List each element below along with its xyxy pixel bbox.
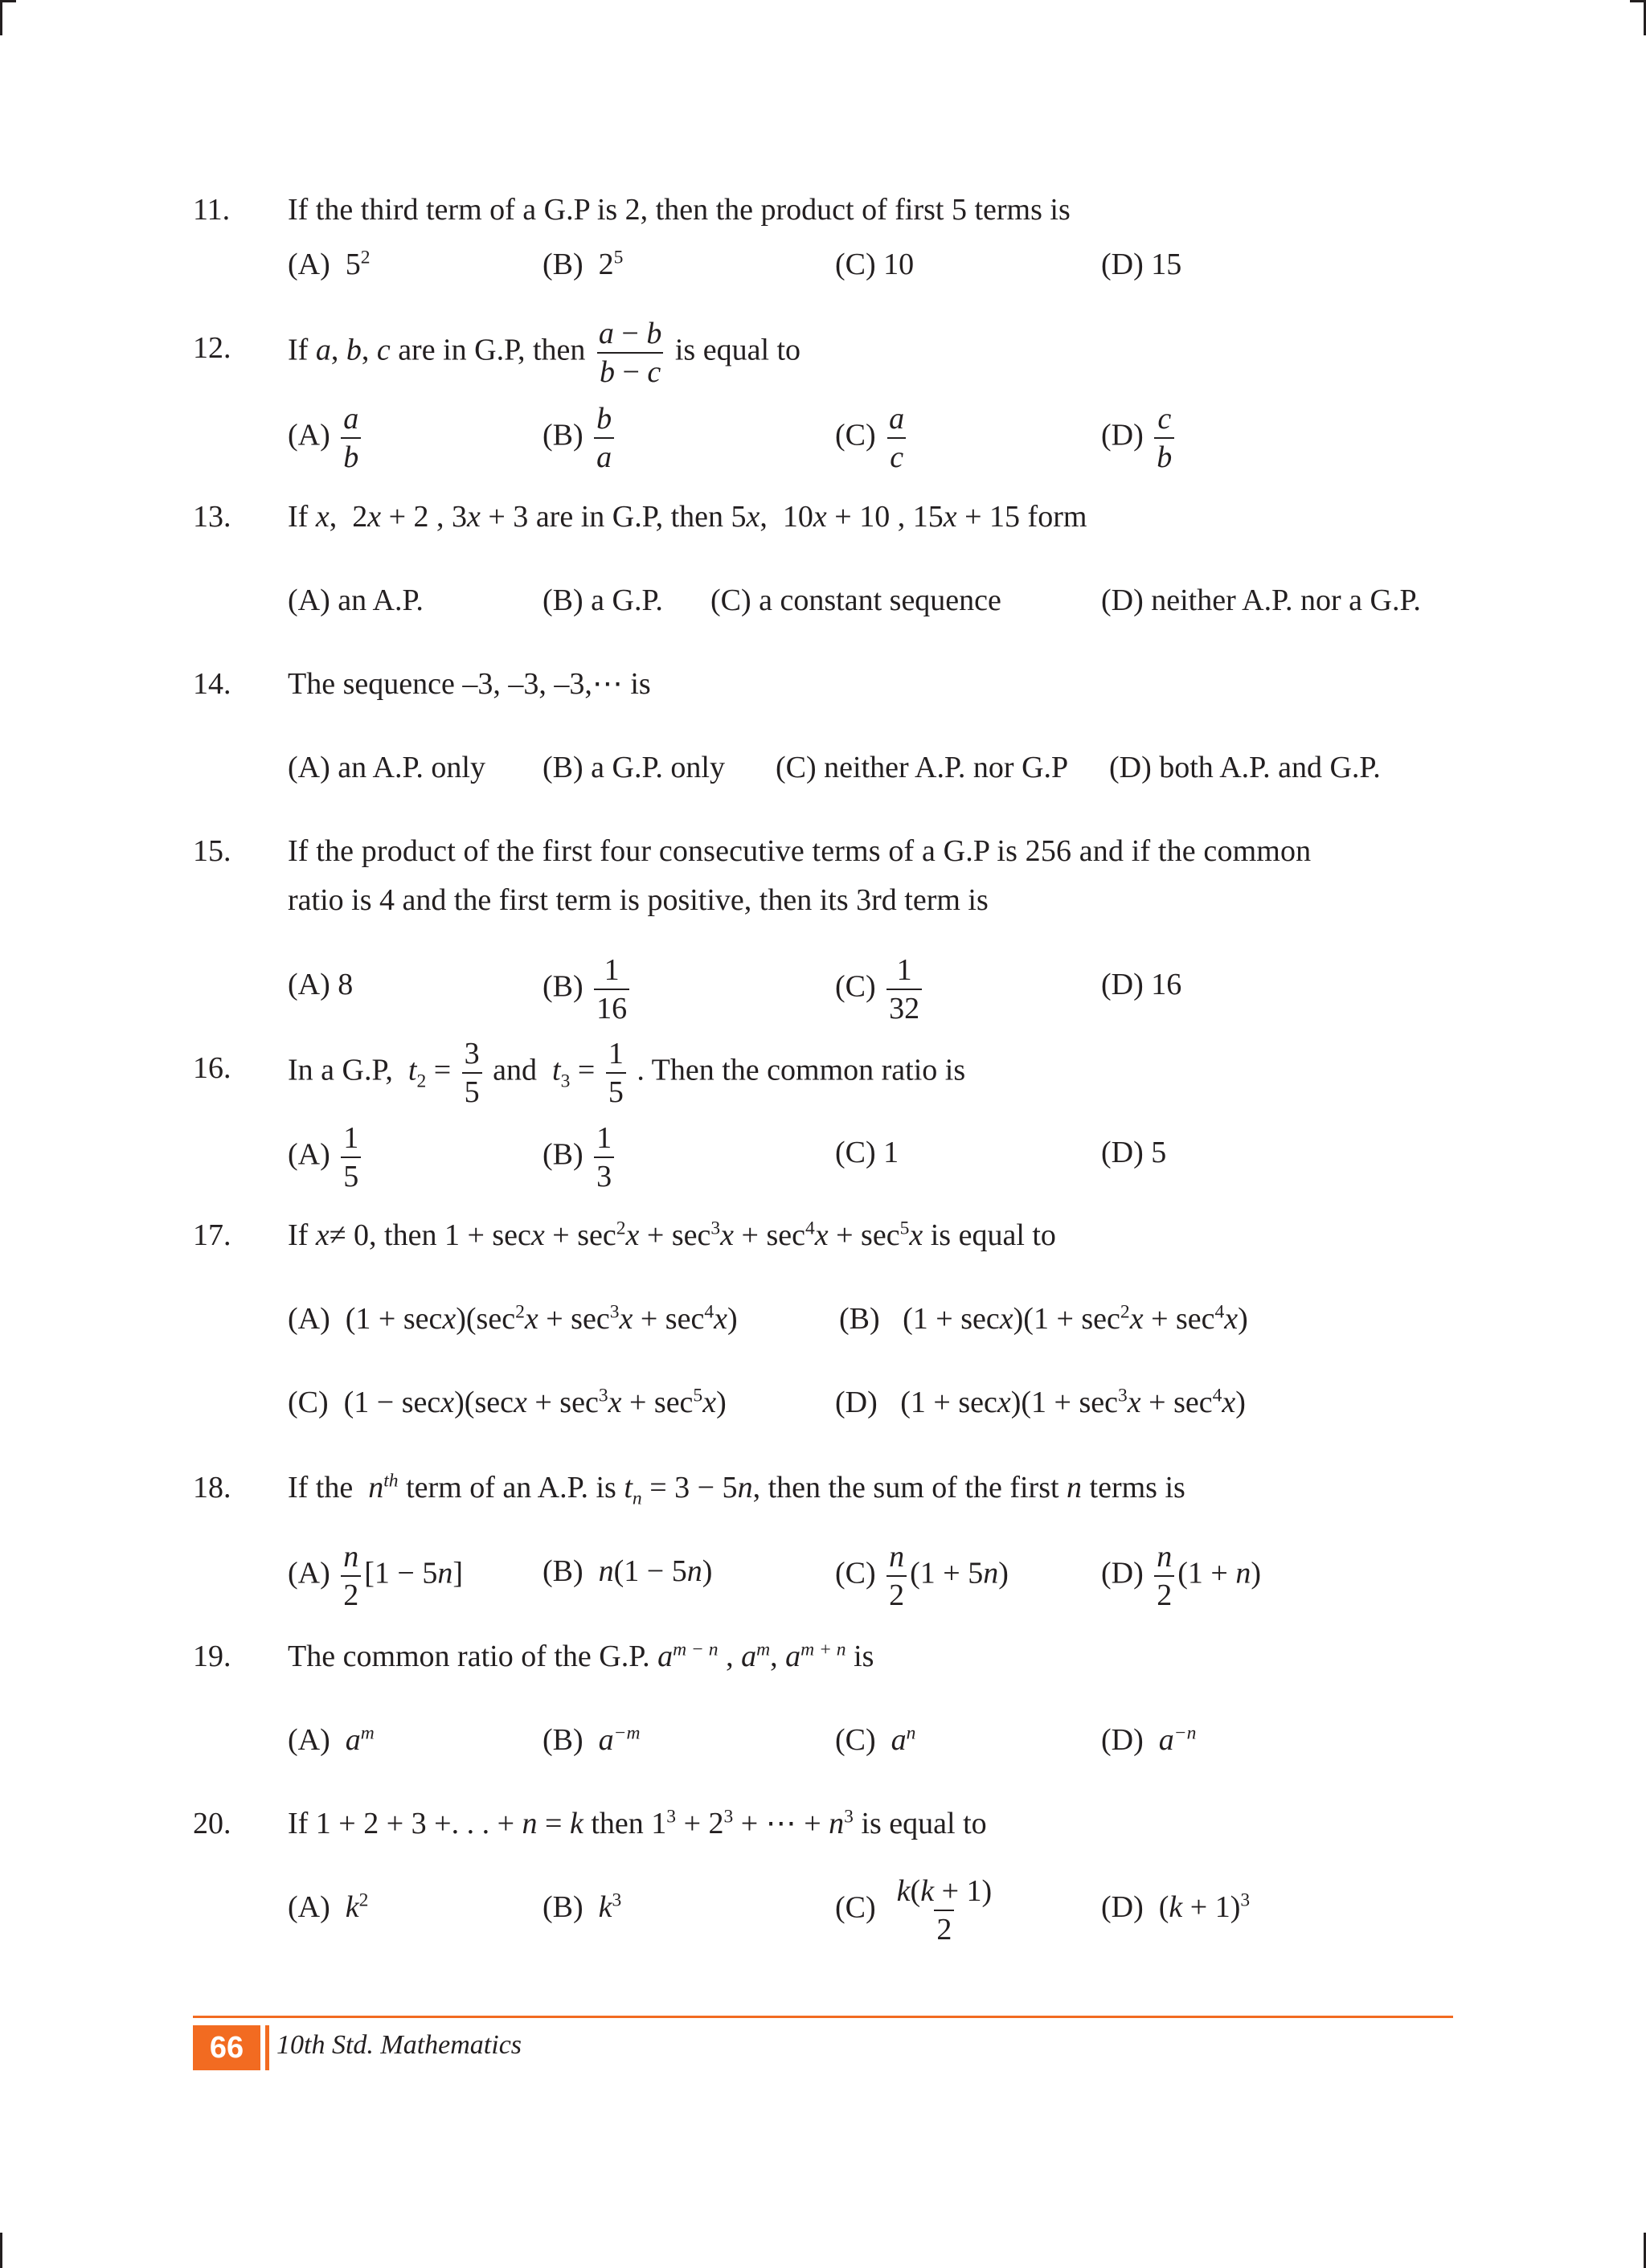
option-a: (A) an A.P. only xyxy=(288,751,485,784)
option-c: (C) a constant sequence xyxy=(710,583,1001,617)
option-d: (D) $\frac{n}{2}$ (1 + n) xyxy=(1101,1540,1262,1612)
option-b: (B) n(1 − 5n) xyxy=(543,1554,713,1588)
footer-accent-bar xyxy=(265,2025,269,2070)
question-stem: If a, b, c are in G.P, then $\frac{a - b}{b - c}$ is equal to xyxy=(288,317,801,389)
option-b: (B) a G.P. xyxy=(543,583,663,617)
option-c: (C) 1 xyxy=(835,1136,899,1169)
question-number: 14. xyxy=(193,667,231,701)
option-b: (B) $k^3$ xyxy=(543,1889,622,1924)
question-stem: If x, 2x + 2 , 3x + 3 are in G.P, then 5x, 10x + 10 , 15x + 15 form xyxy=(288,500,1087,534)
question-stem: If the $n^{th}$ term of an A.P. is $t_n = 3 - 5n$, then the sum of the first n terms is xyxy=(288,1470,1185,1509)
question-number: 18. xyxy=(193,1471,231,1504)
option-b: (B) $a^{-m}$ xyxy=(543,1722,641,1757)
question-stem-line-2: ratio is 4 and the first term is positive, then its 3rd term is xyxy=(288,883,989,917)
question-stem: The common ratio of the G.P. $a^{m - n}$ , $a^m$, $a^{m + n}$ is xyxy=(288,1639,874,1673)
option-d: (D) 5 xyxy=(1101,1136,1167,1169)
crop-mark-top-left xyxy=(0,0,16,2)
option-b: (B) $(1 + \sec x)(1 + \sec^2x + \sec^4x)$ xyxy=(839,1301,1248,1336)
question-number: 20. xyxy=(193,1807,231,1840)
question-stem: If the third term of a G.P is 2, then the product of first 5 terms is xyxy=(288,193,1071,227)
option-c: (C) $\frac{k(k + 1)}{2}$ xyxy=(835,1874,993,1947)
option-d: (D) neither A.P. nor a G.P. xyxy=(1101,583,1421,617)
option-c: (C) $(1 - \sec x)(\sec x + \sec^3x + \sec^5x)$ xyxy=(288,1385,727,1419)
question-number: 11. xyxy=(193,193,231,227)
option-b: (B) $\frac{b}{a}$ xyxy=(543,403,617,473)
option-d: (D) both A.P. and G.P. xyxy=(1109,751,1381,784)
option-a: (A) $\frac{1}{5}$ xyxy=(288,1123,364,1192)
option-a: (A) an A.P. xyxy=(288,583,424,617)
option-a: (A) $\frac{n}{2}$ [1 − 5n] xyxy=(288,1540,464,1612)
question-stem: In a G.P, $t_2$ = $\frac{3}{5}$ and $t_3$ = $\frac{1}{5}$ . Then the common ratio is xyxy=(288,1037,966,1109)
crop-mark-top-right xyxy=(1630,0,1646,2)
option-a: (A) $a^m$ xyxy=(288,1722,375,1757)
question-number: 19. xyxy=(193,1640,231,1673)
option-c: (C) $\frac{a}{c}$ xyxy=(835,402,905,474)
question-number: 17. xyxy=(193,1218,231,1252)
option-d: (D) 16 xyxy=(1101,968,1182,1001)
question-stem: The sequence –3, –3, –3,⋯ is xyxy=(288,667,651,701)
crop-mark-bottom-left xyxy=(0,2233,2,2268)
question-number: 16. xyxy=(193,1051,231,1085)
option-a: (A) $(1 + \sec x)(\sec^2x + \sec^3x + \sec^4x)$ xyxy=(288,1301,738,1336)
option-a: (A) 8 xyxy=(288,968,354,1001)
option-b: (B) a G.P. only xyxy=(543,751,725,784)
question-number: 13. xyxy=(193,500,231,534)
footer-rule xyxy=(193,2016,1453,2018)
question-number: 15. xyxy=(193,834,231,868)
option-c: (C) neither A.P. nor G.P xyxy=(776,751,1069,784)
option-a: (A) $k^2$ xyxy=(288,1889,369,1924)
option-d: (D) $(1 + \sec x)(1 + \sec^3x + \sec^4x)$ xyxy=(835,1385,1246,1419)
option-c: (C) 10 xyxy=(835,248,915,281)
option-c: (C) $a^n$ xyxy=(835,1722,916,1757)
question-number: 12. xyxy=(193,331,231,365)
option-d: (D) $\frac{c}{b}$ xyxy=(1101,403,1177,473)
option-b: (B) $\frac{1}{16}$ xyxy=(543,955,633,1024)
option-b: (B) $2^5$ xyxy=(543,247,624,281)
question-stem: If 1 + 2 + 3 +. . . + n = k then $1^3 + 2^3$ + ⋯ + $n^3$ is equal to xyxy=(288,1806,987,1840)
book-title: 10th Std. Mathematics xyxy=(276,2030,522,2060)
option-a: (A) $5^2$ xyxy=(288,247,371,281)
question-stem-line-1: If the product of the first four consecutive terms of a G.P is 256 and if the common xyxy=(288,834,1312,868)
option-d: (D) $a^{-n}$ xyxy=(1101,1722,1197,1757)
page-number: 66 xyxy=(193,2025,260,2070)
crop-mark-top-left xyxy=(0,0,2,35)
option-d: (D) $(k + 1)^3$ xyxy=(1101,1889,1251,1924)
question-stem: If x≠ 0, then $1 + \sec x + \sec^2x + \sec^3x + \sec^4x + \sec^5x$ is equal to xyxy=(288,1218,1056,1252)
option-d: (D) 15 xyxy=(1101,248,1182,281)
option-c: (C) $\frac{n}{2}$ (1 + 5n) xyxy=(835,1540,1009,1612)
option-b: (B) $\frac{1}{3}$ xyxy=(543,1123,617,1192)
option-c: (C) $\frac{1}{32}$ xyxy=(835,955,925,1024)
option-a: (A) $\frac{a}{b}$ xyxy=(288,403,364,473)
